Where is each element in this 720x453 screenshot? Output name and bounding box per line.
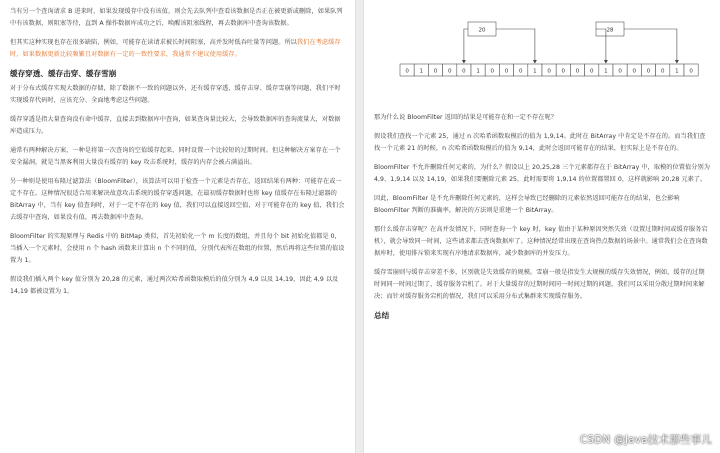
bitarray-cell-value: 0 bbox=[575, 68, 580, 75]
paragraph: 假设我们插入两个 key 值分别为 20,28 的元素，通过两次哈希函数取模后的值分别为 4,9 以及 14,19，因此 4,9 以及 14,19 都被设置为 1。 bbox=[10, 276, 339, 295]
arrow-head bbox=[533, 60, 537, 64]
paragraph: 假设我们查找一个元素 25，通过 n 次哈希函数取模后的值为 1,9,14。此时在 BitArray 中肯定是不存在的。而当我们查找一个元素 21 的时候，n 次哈希函数取模后的值为 9,14，此时会返回可能存在的结果，但实际上是不存在的。 bbox=[374, 133, 706, 152]
bitarray-cell-value: 1 bbox=[675, 68, 679, 75]
bitarray-cell-value: 0 bbox=[547, 68, 551, 75]
bitarray-cell-value: 0 bbox=[618, 68, 622, 75]
bitarray-cell-value: 0 bbox=[589, 68, 594, 75]
bitarray-cell-value: 0 bbox=[689, 68, 693, 75]
paragraph: 当有另一个查询请求 B 进来时，如果发现缓存中没有该值，则会先去队列中查看该数据是否正在被更新或删除，如果队列中有该数据，则阻塞等待，直到 A 操作数据库成功之后，唤醒该阻塞线程，再去数据库中查询该数据。 bbox=[10, 8, 343, 27]
bitarray-cell-value: 0 bbox=[632, 68, 637, 75]
highlighted-text: 我们在考虑缓存时，如果数据更新比较频繁且对数据有一定的一致性要求，我通常不建议使用缓存。 bbox=[10, 39, 341, 58]
bitarray-cell-value: 0 bbox=[447, 68, 452, 75]
left-page-content bbox=[10, 0, 345, 298]
key-box-label: 28 bbox=[606, 27, 614, 34]
bitarray-cell-value: 1 bbox=[476, 68, 480, 75]
hash-arrow bbox=[464, 29, 468, 63]
paragraph: BloomFilter 不允许删除任何元素的，为什么？假设以上 20,25,28 三个元素都存在于 BitArray 中，取模的位置值分别为 4,9、1,9,14 以及 14,19，如果我们要删除元素 25，此时需要将 1,9,14 的位置都置回 0，这样就影响 20,28 元素了。 bbox=[374, 164, 710, 183]
paragraph-with-highlight bbox=[10, 37, 345, 61]
bitarray-cell-value: 0 bbox=[433, 68, 438, 75]
bitarray-cell-value: 0 bbox=[504, 68, 509, 75]
section-heading: 缓存穿透、缓存击穿、缓存雪崩 bbox=[10, 69, 117, 78]
paragraph-text: 但其实这种实现也存在很多缺陷，例如，可能存在读请求被长时间阻塞，高并发时低吞吐量等问题。所以 bbox=[10, 39, 297, 46]
bitarray-cell-value: 1 bbox=[533, 68, 537, 75]
hash-arrow bbox=[496, 29, 535, 63]
csdn-watermark: CSDN @Java技术那些事儿 bbox=[579, 434, 712, 446]
bloom-filter-bitarray-diagram bbox=[364, 0, 720, 100]
bitarray-cell-value: 0 bbox=[462, 68, 466, 75]
paragraph: 那什么缓存击穿呢？在高并发情况下，同时查询一个 key 时，key 值由于某种原因突然失效（设置过期时间或缓存服务宕机），就会导致同一时间，这些请求都去查询数据库了。这种情况经常出现在查询热点数据的场景中。通常我们会在查询数据库时，使用排斥锁来实现有序地请求数据库，减少数据库的并发压力。 bbox=[374, 226, 708, 257]
paragraph: 那为什么说 BloomFilter 返回的结果是可能存在和一定不存在呢？ bbox=[374, 114, 557, 121]
bitarray-cell-value: 0 bbox=[518, 68, 523, 75]
arrow-head bbox=[675, 60, 679, 64]
paragraph: 另一种则是使用布隆过滤算法（BloomFilter），该算法可以用于检查一个元素是否存在，返回结果有两种：可能存在或一定不存在。这种情况很适合用来解决故意攻击系统的缓存穿透问题，在最初缓存数据时也将 key 值缓存在布隆过滤器的 BitArray 中，当有 key 值查询时，对于一定不存在的 key 值，我们可以直接返回空值，对于可能存在的 key 值，我们会去缓存中查询，如果没有值，再去数据库中查询。 bbox=[10, 178, 345, 221]
key-box-label: 20 bbox=[478, 27, 486, 34]
bitarray-cell-value: 1 bbox=[419, 68, 424, 75]
bitarray-cell-value: 1 bbox=[604, 68, 608, 75]
section-heading: 总结 bbox=[374, 311, 390, 320]
arrow-head bbox=[604, 60, 608, 64]
paragraph: BloomFilter 的实现原理与 Redis 中的 BitMap 类似，首先初始化一个 m 长度的数组，并且每个 bit 初始化值都是 0，当插入一个元素时，会使用 n 个 hash 函数来计算出 n 个不同的值，分别代表所在数组的位置，然后再将这些位置的值设置为 1。 bbox=[10, 233, 345, 264]
bitarray-cell-value: 0 bbox=[405, 68, 409, 75]
paragraph: 因此，BloomFilter 是不允许删除任何元素的，这样会导致已经删除的元素依然返回可能存在的结果，也会影响 BloomFilter 判断的准确率，解决的方法则是重建一个 BitArray。 bbox=[374, 195, 680, 214]
paragraph: 通常有两种解决方案，一种是将第一次查询的空值缓存起来，同时设置一个比较短的过期时间。但这种解决方案存在一个安全漏洞，就是当黑客利用大量没有缓存的 key 攻击系统时，缓存的内存会被占满溢出。 bbox=[10, 147, 341, 166]
bitarray-cell-value: 0 bbox=[646, 68, 651, 75]
paragraph: 对于分布式缓存实现大数据的存储，除了数据不一致的问题以外，还有缓存穿透、缓存击穿、缓存雪崩等问题，我们平时实现缓存代码时，应该充分、全面地考虑这些问题。 bbox=[10, 85, 341, 104]
bitarray-cell-value: 0 bbox=[490, 68, 495, 75]
bitarray-cell-value: 0 bbox=[660, 68, 665, 75]
right-document-page bbox=[364, 0, 720, 453]
left-document-page bbox=[0, 0, 355, 453]
right-page-content bbox=[374, 112, 710, 322]
bitarray-cell-value: 0 bbox=[561, 68, 566, 75]
hash-arrow bbox=[624, 29, 677, 63]
arrow-head bbox=[462, 60, 466, 64]
paragraph: 缓存雪崩则与缓存击穿差不多，区别就是失效缓存的规模。雪崩一般是指发生大规模的缓存失效情况，例如，缓存的过期时间同一时间过期了，缓存服务宕机了。对于大量缓存的过期时间同一时间过期的问题，我们可以采用分散过期时间来解决；而针对缓存服务宕机的情况，我们可以采用分布式集群来实现缓存服务。 bbox=[374, 269, 705, 300]
paragraph: 缓存穿透是指大量查询没有命中缓存，直接去到数据库中查询，如果查询量比较大，会导致数据库的查询流量大，对数据库造成压力。 bbox=[10, 116, 341, 135]
